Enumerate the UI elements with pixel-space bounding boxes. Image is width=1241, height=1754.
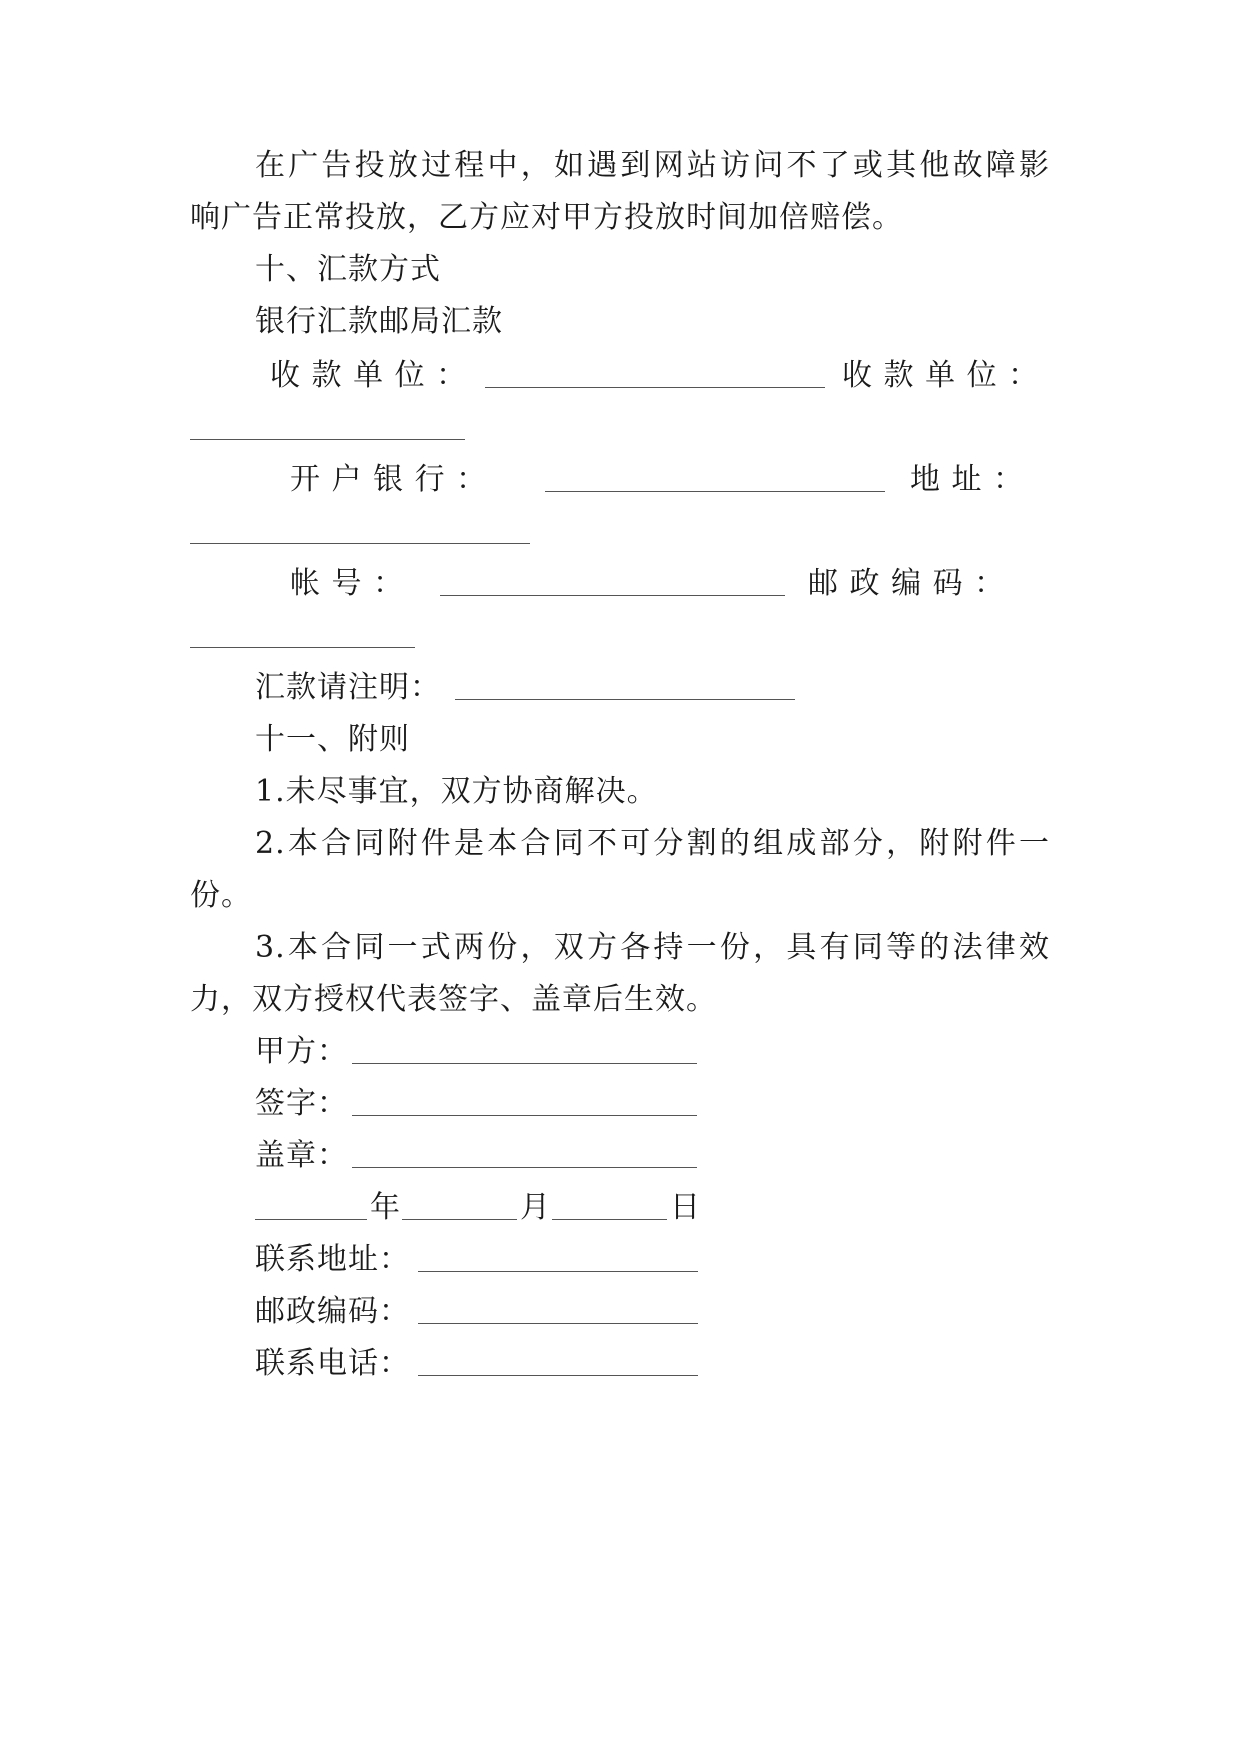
day-blank[interactable] [552,1218,667,1220]
note-label: 汇款请注明： [255,670,441,705]
postcode-label: 邮政编码： [255,1294,410,1329]
note-blank[interactable] [455,698,795,700]
payee-blank-right[interactable] [190,438,465,440]
appendix-item3-line2: 力，双方授权代表签字、盖章后生效。 [190,982,717,1017]
fault-paragraph-line2: 响广告正常投放，乙方应对甲方投放时间加倍赔偿。 [190,200,903,235]
sign-blank[interactable] [352,1114,697,1116]
day-label: 日 [670,1190,701,1225]
year-label: 年 [370,1190,401,1225]
appendix-item3-line1: 3.本合同一式两份，双方各持一份，具有同等的法律效 [255,930,1050,965]
bank-blank[interactable] [545,490,885,492]
contact-address-label: 联系地址： [255,1242,410,1277]
address-label: 地 址 ： [910,462,1025,497]
contact-address-blank[interactable] [418,1270,698,1272]
bank-label: 开 户 银 行 ： [290,462,488,497]
month-label: 月 [520,1190,551,1225]
account-label: 帐 号 ： [290,566,405,601]
payee-blank-left[interactable] [485,386,825,388]
postcode-blank[interactable] [418,1322,698,1324]
remittance-methods: 银行汇款邮局汇款 [255,304,503,339]
appendix-item1: 1.未尽事宜，双方协商解决。 [255,774,658,809]
section10-heading: 十、汇款方式 [255,252,441,287]
fault-paragraph-line1: 在广告投放过程中，如遇到网站访问不了或其他故障影 [255,148,1050,183]
phone-blank[interactable] [418,1374,698,1376]
account-blank[interactable] [440,594,785,596]
sign-label: 签字： [255,1086,348,1121]
address-blank[interactable] [190,542,530,544]
payee-label-left: 收 款 单 位 ： [270,358,468,393]
appendix-item2-line1: 2.本合同附件是本合同不可分割的组成部分，附附件一 [255,826,1050,861]
appendix-item2-line2: 份。 [190,878,252,913]
party-a-blank[interactable] [352,1062,697,1064]
phone-label: 联系电话： [255,1346,410,1381]
year-blank[interactable] [255,1218,367,1220]
party-a-label: 甲方： [255,1034,348,1069]
seal-label: 盖章： [255,1138,348,1173]
month-blank[interactable] [402,1218,517,1220]
payee-label-right: 收 款 单 位 ： [842,358,1040,393]
postcode-blank-remit[interactable] [190,646,415,648]
postcode-label-remit: 邮 政 编 码 ： [808,566,1006,601]
seal-blank[interactable] [352,1166,697,1168]
section11-heading: 十一、附则 [255,722,410,757]
